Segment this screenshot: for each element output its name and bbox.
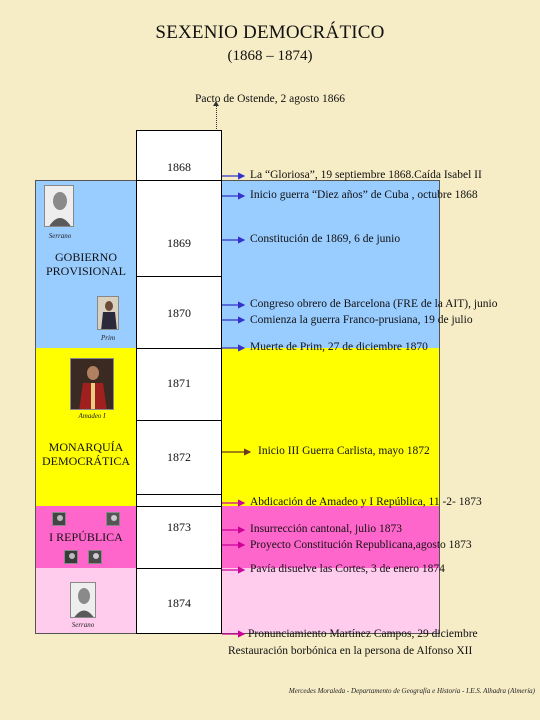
pacto-dotted-line (216, 103, 217, 129)
president-portrait-2 (106, 512, 120, 526)
year-1870: 1870 (167, 306, 191, 320)
event-martinez-campos: Pronunciamiento Martínez Campos, 29 diciembre (248, 628, 478, 640)
serrano-portrait-top (44, 185, 74, 227)
year-1868: 1868 (167, 160, 191, 174)
pacto-ostende-label: Pacto de Ostende, 2 agosto 1866 (194, 93, 346, 105)
president-portrait-3 (64, 550, 78, 564)
year-separator (136, 494, 222, 495)
page-title: SEXENIO DEMOCRÁTICO (155, 22, 385, 43)
label-primera-republica: I REPÚBLICA (49, 530, 123, 544)
event-pavia: Pavía disuelve las Cortes, 3 de enero 1874 (250, 563, 445, 575)
president-portrait-3-image (65, 551, 78, 564)
serrano-portrait-bottom-image (71, 583, 96, 618)
year-separator (136, 276, 222, 277)
year-1874: 1874 (167, 596, 191, 610)
event-congreso-obrero: Congreso obrero de Barcelona (FRE de la AIT), junio (250, 298, 498, 310)
event-guerra-franco-prusiana: Comienza la guerra Franco-prusiana, 19 de julio (250, 314, 473, 326)
president-portrait-4-image (89, 551, 102, 564)
year-separator (136, 348, 222, 349)
year-1869: 1869 (167, 236, 191, 250)
year-separator (136, 568, 222, 569)
footer-credit: Mercedes Moraleda - Departamento de Geografía e Historia - I.E.S. Alhadra (Almería) (288, 687, 535, 695)
amadeo-portrait-image (71, 359, 114, 410)
event-restauracion: Restauración borbónica en la persona de Alfonso XII (228, 645, 473, 657)
prim-portrait (97, 296, 119, 330)
event-gloriosa: La “Gloriosa”, 19 septiembre 1868.Caída Isabel II (250, 169, 482, 181)
year-1872: 1872 (167, 450, 191, 464)
president-portrait-1 (52, 512, 66, 526)
amadeo-caption: Amadeo I (78, 412, 106, 420)
prim-portrait-image (98, 297, 119, 330)
event-constitucion-1869: Constitución de 1869, 6 de junio (250, 233, 401, 245)
event-guerra-cuba: Inicio guerra “Diez años” de Cuba , octubre 1868 (250, 189, 478, 201)
prim-caption: Prim (101, 334, 115, 342)
serrano-caption-top: Serrano (48, 232, 72, 240)
label-monarquia-democratica: MONARQUÍA DEMOCRÁTICA (41, 440, 130, 468)
event-muerte-prim: Muerte de Prim, 27 de diciembre 1870 (250, 341, 428, 353)
label-gobierno-provisional: GOBIERNO PROVISIONAL (45, 250, 126, 278)
page-subtitle: (1868 – 1874) (227, 48, 313, 64)
president-portrait-4 (88, 550, 102, 564)
serrano-caption-bottom: Serrano (71, 621, 95, 629)
president-portrait-1-image (53, 513, 66, 526)
serrano-portrait-bottom (70, 582, 96, 618)
serrano-portrait-image (45, 186, 74, 227)
event-abdicacion-amadeo: Abdicación de Amadeo y I República, 11 -2- 1873 (250, 496, 482, 508)
event-guerra-carlista: Inicio III Guerra Carlista, mayo 1872 (258, 445, 430, 457)
year-1873: 1873 (167, 520, 191, 534)
year-separator (136, 420, 222, 421)
year-separator (136, 180, 222, 181)
year-1871: 1871 (167, 376, 191, 390)
president-portrait-2-image (107, 513, 120, 526)
event-insurreccion-cantonal: Insurrección cantonal, julio 1873 (250, 523, 403, 535)
amadeo-portrait (70, 358, 114, 410)
year-separator (136, 506, 222, 507)
event-proyecto-constitucion: Proyecto Constitución Republicana,agosto 1873 (250, 539, 472, 551)
